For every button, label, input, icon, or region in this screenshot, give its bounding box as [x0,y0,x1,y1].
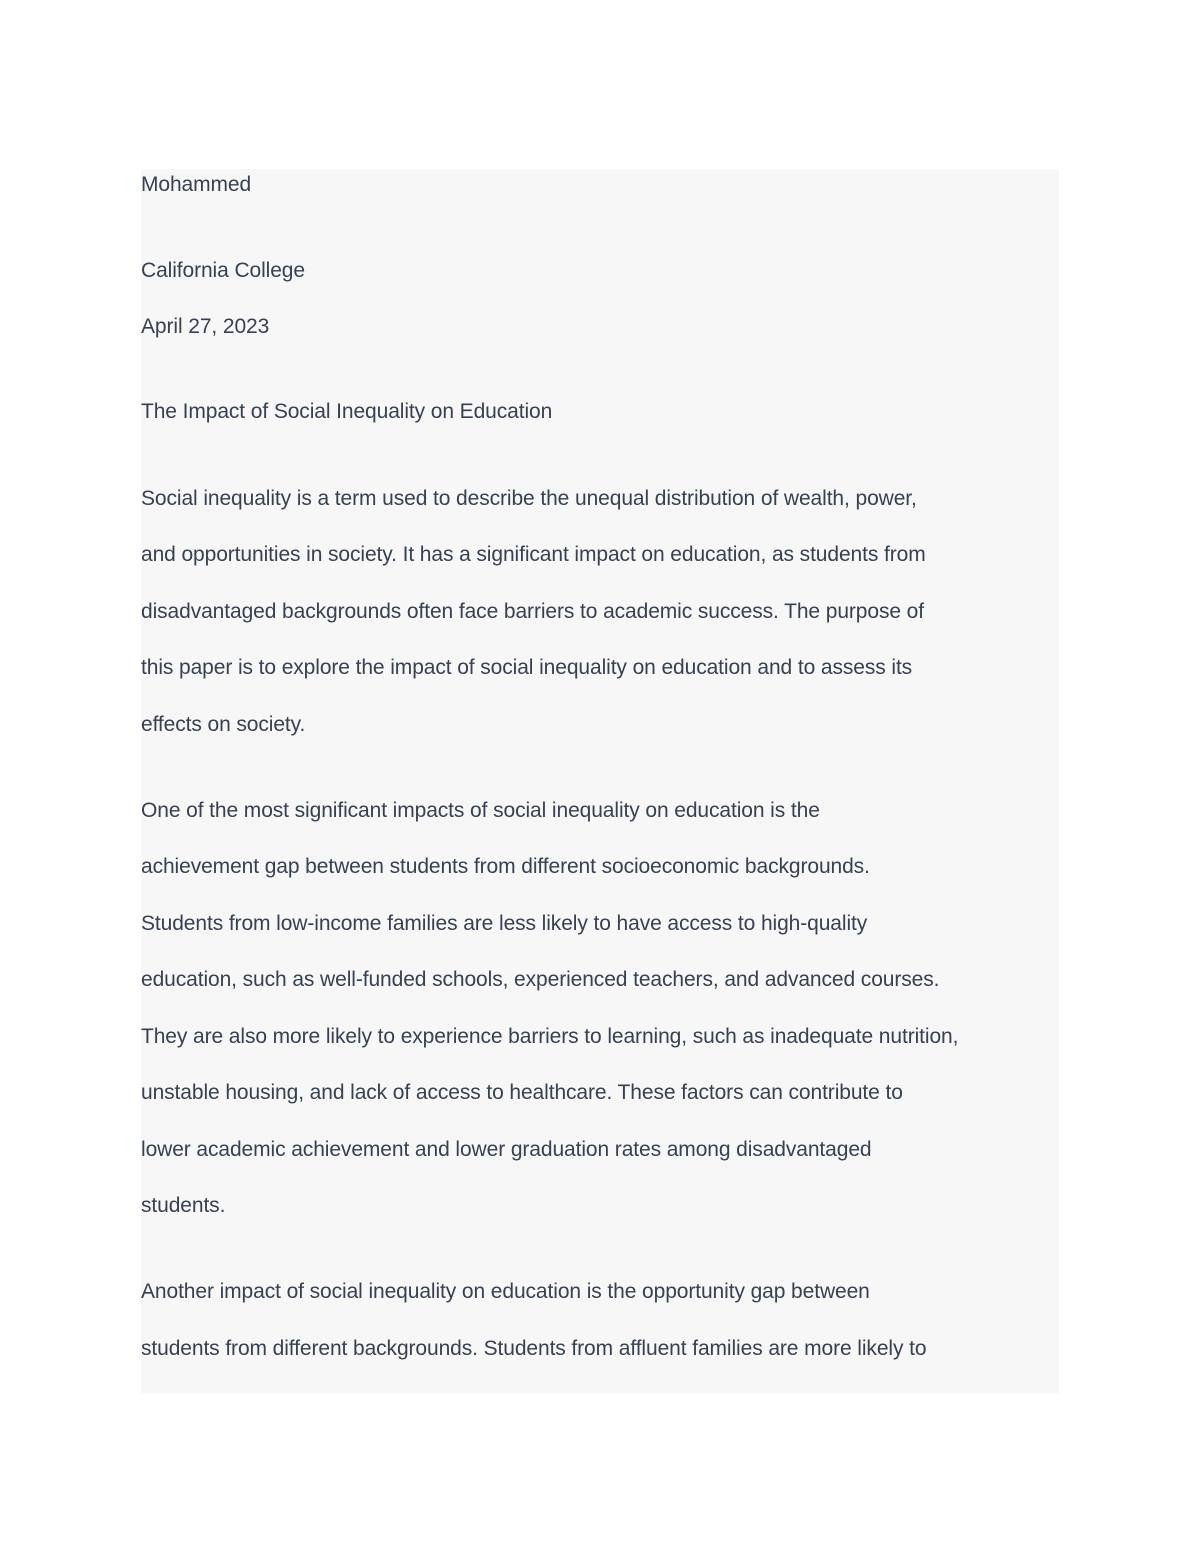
paragraph-2-line-5: They are also more likely to experience barriers to learning, such as inadequate nutrition, [141,1025,959,1048]
institution-name: California College [141,259,305,282]
paragraph-2-line-1: One of the most significant impacts of social inequality on education is the [141,799,820,822]
paragraph-3-line-2: students from different backgrounds. Students from affluent families are more likely to [141,1337,927,1360]
paragraph-2-line-4: education, such as well-funded schools, experienced teachers, and advanced courses. [141,968,940,991]
paragraph-1-line-2: and opportunities in society. It has a significant impact on education, as students from [141,543,926,566]
paragraph-2-line-3: Students from low-income families are less likely to have access to high-quality [141,912,868,935]
paragraph-2-line-7: lower academic achievement and lower graduation rates among disadvantaged [141,1138,872,1161]
paragraph-1-line-3: disadvantaged backgrounds often face barriers to academic success. The purpose of [141,600,924,623]
paragraph-2-line-6: unstable housing, and lack of access to healthcare. These factors can contribute to [141,1081,903,1104]
paragraph-1-line-5: effects on society. [141,713,306,736]
paragraph-2-line-2: achievement gap between students from different socioeconomic backgrounds. [141,855,870,878]
document-text-block [141,169,1059,1393]
paragraph-1-line-4: this paper is to explore the impact of social inequality on education and to assess its [141,656,913,679]
paragraph-2-line-8: students. [141,1194,226,1217]
author-name: Mohammed [141,173,252,196]
document-date: April 27, 2023 [141,315,270,338]
paragraph-1-line-1: Social inequality is a term used to describe the unequal distribution of wealth, power, [141,487,917,510]
paragraph-3-line-1: Another impact of social inequality on education is the opportunity gap between [141,1280,870,1303]
document-title: The Impact of Social Inequality on Education [141,400,553,423]
